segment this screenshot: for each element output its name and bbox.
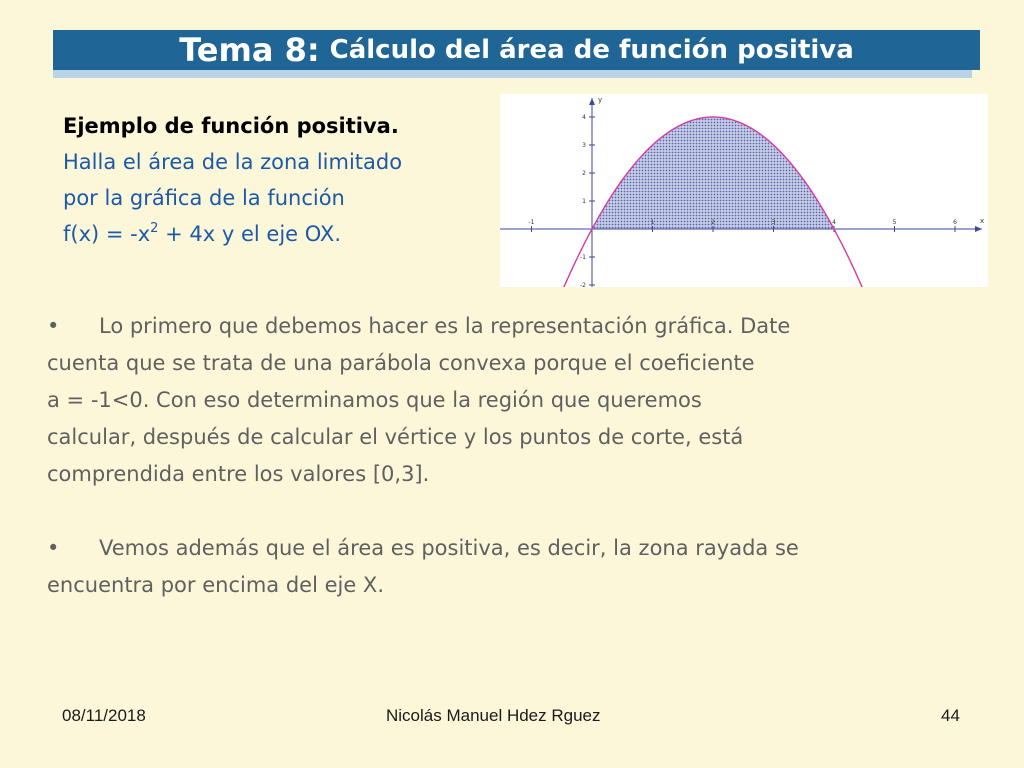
- footer-date: 08/11/2018: [62, 706, 146, 725]
- graph-svg: [500, 94, 988, 287]
- x-axis-label: x: [980, 217, 985, 225]
- paragraph-1-line-2: cuenta que se trata de una parábola convexa porque el coeficiente: [47, 351, 755, 375]
- y-axis-label: y: [598, 96, 603, 104]
- title-sub: Cálculo del área de función positiva: [329, 35, 854, 65]
- formula-prefix: f(x) = -x: [63, 222, 151, 246]
- x-tick-label: -1: [528, 219, 535, 226]
- x-tick-label: 3: [771, 219, 776, 226]
- paragraph-2-line-2: encuentra por encima del eje X.: [47, 573, 384, 597]
- intro-heading: Ejemplo de función positiva.: [63, 114, 399, 138]
- formula-exponent: 2: [150, 221, 159, 236]
- formula-suffix: + 4x y el eje OX.: [158, 222, 341, 246]
- body-text: [47, 308, 987, 604]
- title-main: Tema 8:: [179, 31, 320, 69]
- paragraph-1-line-5: comprendida entre los valores [0,3].: [47, 462, 430, 486]
- paragraph-2-line-1: Vemos además que el área es positiva, es decir, la zona rayada se: [99, 536, 799, 560]
- y-tick-label: 4: [582, 114, 586, 121]
- y-axis-arrow: [589, 98, 595, 105]
- title-bar: [53, 30, 980, 70]
- x-tick-label: 2: [711, 219, 715, 226]
- paragraph-1-line-1: Lo primero que debemos hacer es la representación gráfica. Date: [99, 314, 791, 338]
- bullet-1: •: [47, 314, 60, 338]
- x-tick-label: 1: [650, 219, 655, 226]
- y-tick-label: 1: [582, 198, 586, 205]
- intro-line-2: por la gráfica de la función: [63, 186, 345, 210]
- function-formula: [63, 216, 483, 252]
- intro-line-1: Halla el área de la zona limitado: [63, 150, 403, 174]
- function-graph: [500, 94, 988, 287]
- y-tick-label: 3: [582, 142, 586, 149]
- intro-text: [63, 108, 483, 252]
- y-tick-label: -2: [580, 282, 586, 287]
- paragraph-2: [47, 530, 987, 604]
- paragraph-1-line-4: calcular, después de calcular el vértice y los puntos de corte, está: [47, 425, 744, 449]
- x-tick-label: 4: [832, 219, 836, 226]
- footer-author: Nicolás Manuel Hdez Rguez: [386, 706, 601, 725]
- x-axis-arrow: [975, 226, 982, 232]
- paragraph-1: [47, 308, 987, 493]
- footer-page-number: 44: [941, 706, 960, 725]
- x-tick-label: 5: [892, 219, 897, 226]
- y-tick-label: 2: [582, 170, 586, 177]
- paragraph-1-line-3: a = -1<0. Con eso determinamos que la región que queremos: [47, 388, 702, 412]
- x-tick-label: 6: [953, 219, 957, 226]
- y-tick-label: -1: [580, 254, 586, 261]
- bullet-2: •: [47, 536, 60, 560]
